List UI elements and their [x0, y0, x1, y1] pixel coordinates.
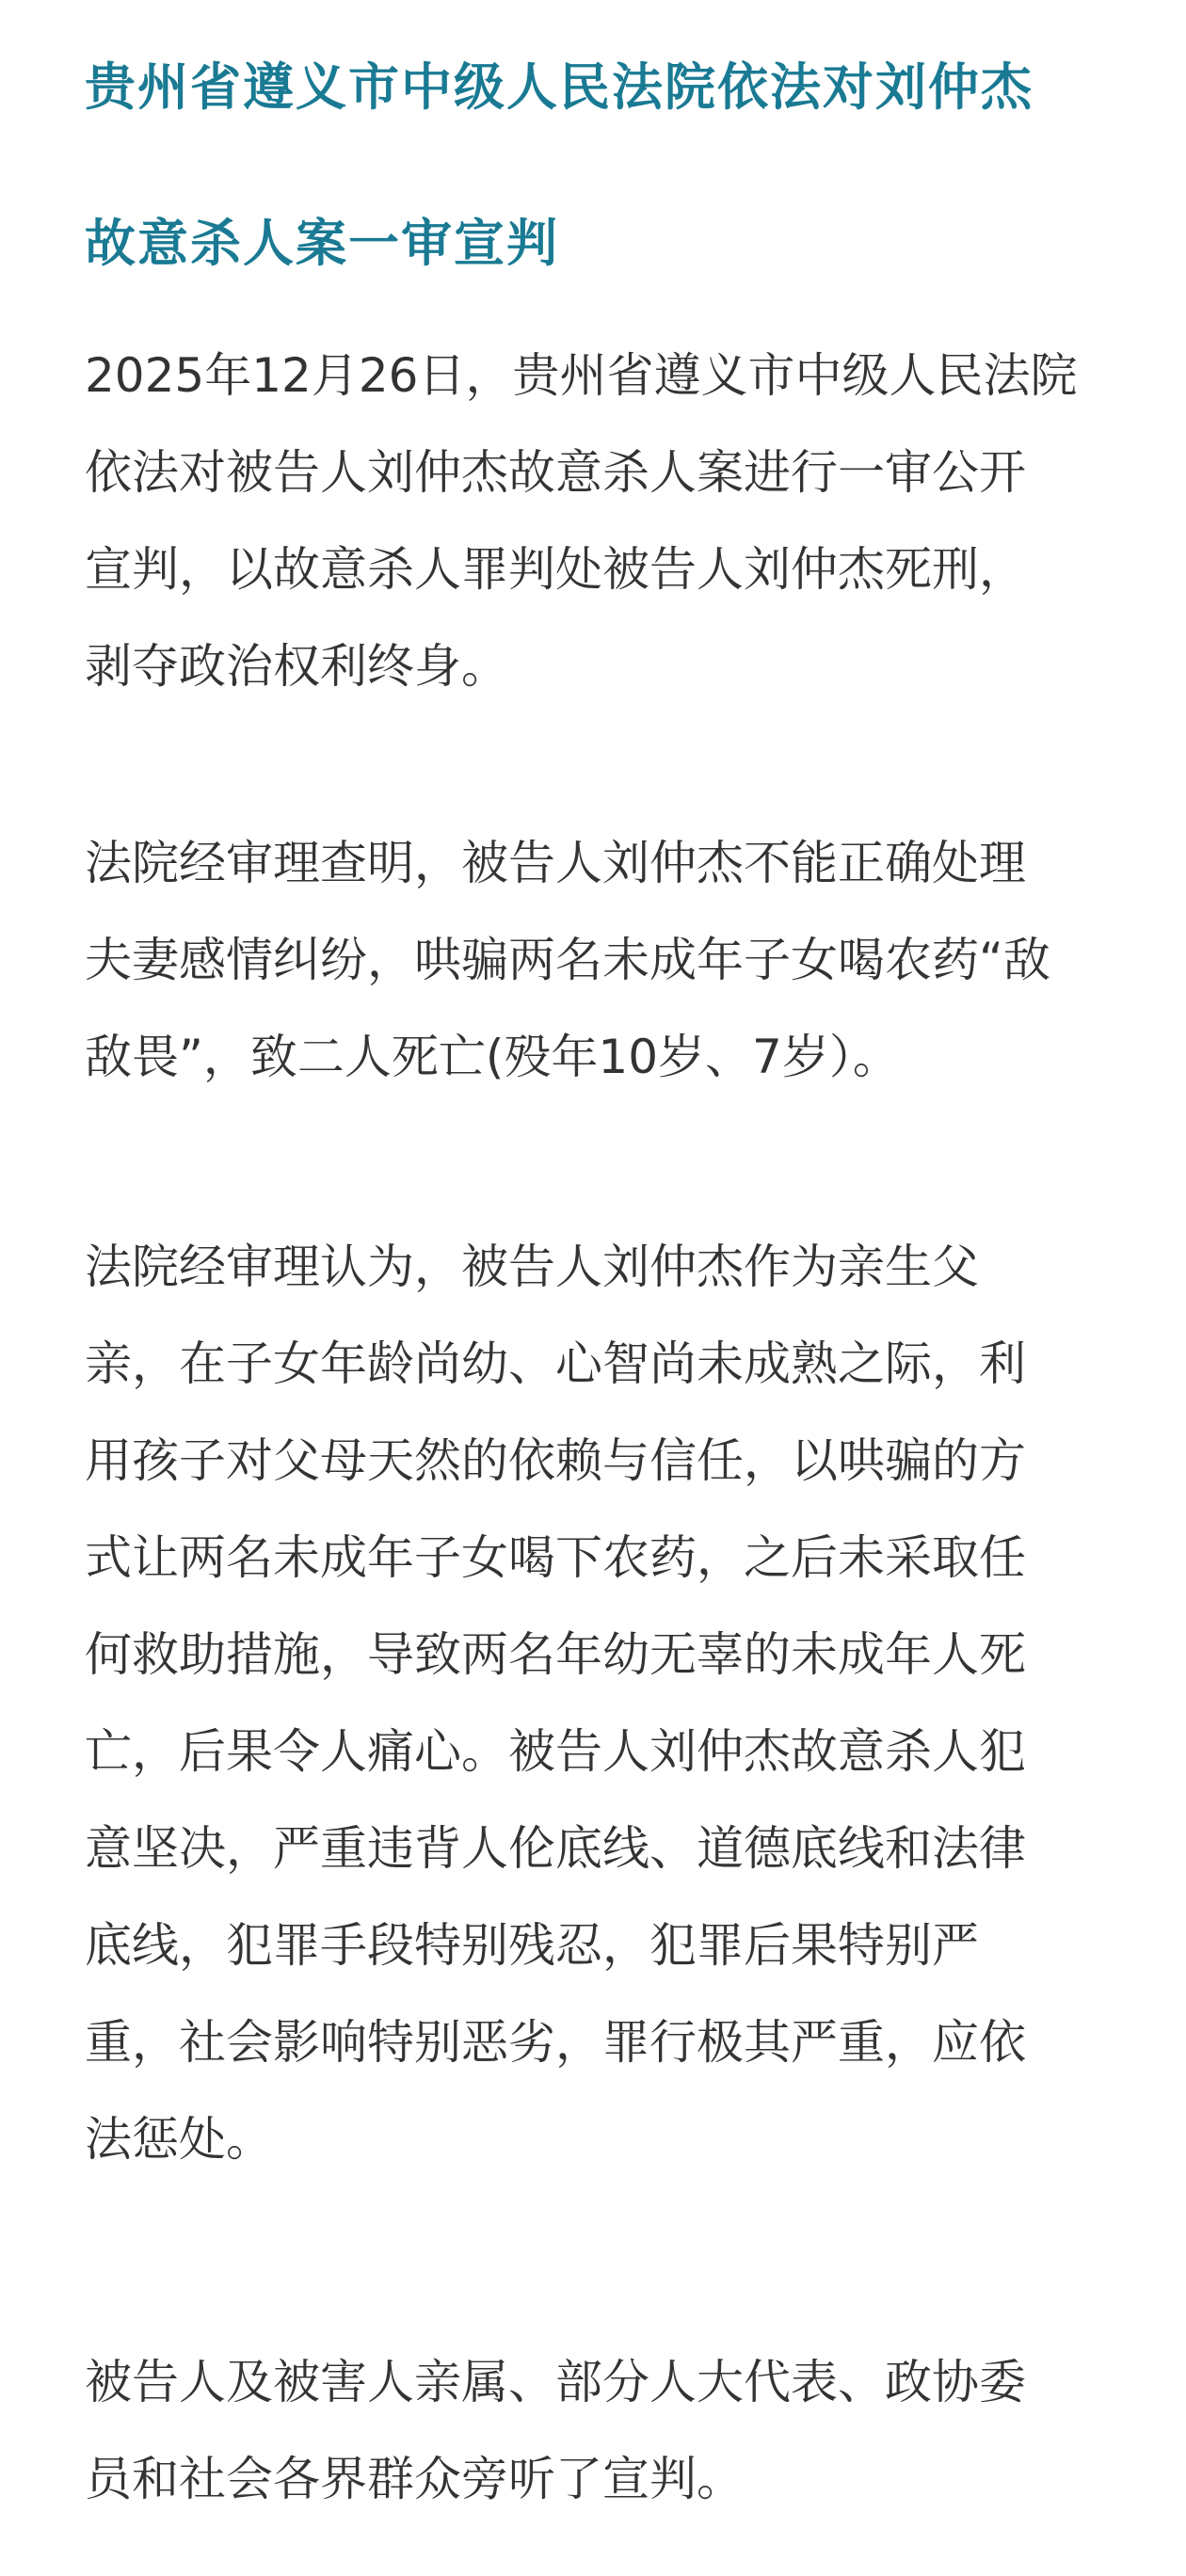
paragraph-line: 敌畏”，致二人死亡(殁年10岁、7岁）。	[85, 1030, 900, 1084]
paragraph-facts	[85, 815, 1050, 1106]
paragraph-line: 用孩子对父母天然的依赖与信任，以哄骗的方	[85, 1433, 1026, 1488]
article-title	[85, 0, 1101, 322]
paragraph-line: 法院经审理认为，被告人刘仲杰作为亲生父	[85, 1240, 979, 1294]
paragraph-line: 何救助措施，导致两名年幼无辜的未成年人死	[85, 1627, 1026, 1682]
paragraph-line: 员和社会各界群众旁听了宣判。	[85, 2452, 744, 2506]
paragraph-line: 夫妻感情纠纷，哄骗两名未成年子女喝农药“敌	[85, 933, 1050, 987]
paragraph-line: 宣判，以故意杀人罪判处被告人刘仲杰死刑，	[85, 542, 1026, 597]
paragraph-line: 底线，犯罪手段特别残忍，犯罪后果特别严	[85, 1918, 979, 1973]
paragraph-line: 法惩处。	[85, 2112, 273, 2167]
paragraph-attendance	[85, 2334, 1026, 2528]
article	[85, 0, 1101, 2506]
paragraph-line: 剥夺政治权利终身。	[85, 639, 508, 694]
title-line: 贵州省遵义市中级人民法院依法对刘仲杰	[85, 57, 1034, 117]
paragraph-line: 式让两名未成年子女喝下农药，之后未采取任	[85, 1530, 1026, 1585]
paragraph-line: 被告人及被害人亲属、部分人大代表、政协委	[85, 2355, 1026, 2409]
title-line: 故意杀人案一审宣判	[85, 214, 559, 273]
paragraph-verdict	[85, 328, 1078, 715]
paragraph-line: 法院经审理查明，被告人刘仲杰不能正确处理	[85, 836, 1026, 890]
paragraph-court-opinion	[85, 1219, 1026, 2188]
paragraph-line: 依法对被告人刘仲杰故意杀人案进行一审公开	[85, 445, 1026, 500]
paragraph-line: 亲，在子女年龄尚幼、心智尚未成熟之际，利	[85, 1336, 1026, 1391]
paragraph-line: 亡，后果令人痛心。被告人刘仲杰故意杀人犯	[85, 1724, 1026, 1779]
paragraph-line: 2025年12月26日，贵州省遵义市中级人民法院	[85, 348, 1078, 403]
paragraph-line: 意坚决，严重违背人伦底线、道德底线和法律	[85, 1821, 1026, 1876]
paragraph-line: 重，社会影响特别恶劣，罪行极其严重，应依	[85, 2015, 1026, 2070]
